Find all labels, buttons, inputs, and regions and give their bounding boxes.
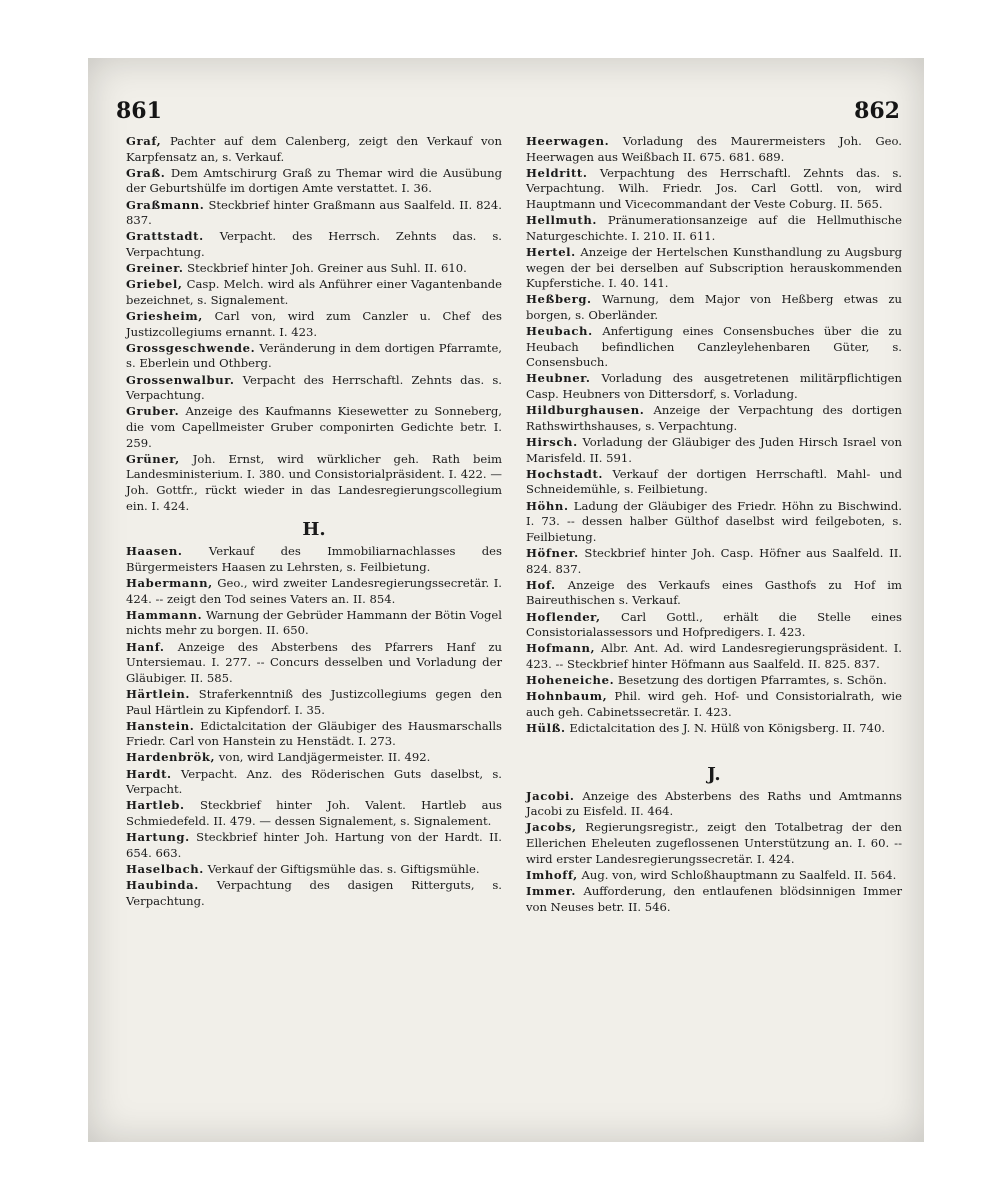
index-entry xyxy=(526,435,902,466)
entry-headword: Hofmann, xyxy=(526,641,596,656)
index-entry xyxy=(526,292,902,323)
index-entry xyxy=(126,452,502,514)
index-entry xyxy=(526,868,902,884)
section-heading-j: J. xyxy=(707,763,721,785)
entry-headword: Hammann. xyxy=(126,607,203,622)
entry-headword: Haasen. xyxy=(126,544,183,559)
entry-text: Besetzung des dortigen Pfarramtes, s. Schön. xyxy=(614,673,887,688)
entry-headword: Heerwagen. xyxy=(526,134,610,148)
entry-headword: Grüner, xyxy=(126,451,180,466)
entry-text: Anzeige des Absterbens des Raths und Amtmanns Jacobi zu Eisfeld. II. 464. xyxy=(526,788,902,819)
entry-text: Verpachtung des dasigen Ritterguts, s. Verpachtung. xyxy=(126,878,502,908)
index-entry xyxy=(126,229,502,260)
index-entry xyxy=(126,544,502,575)
entries-h-continued xyxy=(526,134,902,737)
entry-text: Steckbrief hinter Graßmann aus Saalfeld. II. 824. 837. xyxy=(126,197,502,228)
index-entry xyxy=(126,576,502,607)
entry-text: Warnung der Gebrüder Hammann der Bötin Vogel nichts mehr zu borgen. II. 650. xyxy=(126,607,502,638)
section-heading-h: H. xyxy=(302,519,326,541)
entry-headword: Hohnbaum, xyxy=(526,689,608,704)
left-column xyxy=(126,134,502,910)
index-entry xyxy=(126,750,502,766)
entry-headword: Höfner. xyxy=(526,545,579,560)
entry-headword: Heubach. xyxy=(526,324,593,339)
entry-headword: Greiner. xyxy=(126,261,184,276)
index-entry xyxy=(126,878,502,909)
index-entry xyxy=(126,134,502,165)
index-entry xyxy=(526,245,902,292)
index-entry xyxy=(526,371,902,402)
entry-text: Vorladung der Gläubiger des Juden Hirsch Israel von Marisfeld. II. 591. xyxy=(526,435,902,465)
entry-headword: Graf, xyxy=(126,134,162,148)
entry-text: Dem Amtschirurg Graß zu Themar wird die Ausübung der Geburtshülfe im dortigen Amte verstattet. I. 36. xyxy=(126,165,502,196)
entry-text: Ladung der Gläubiger des Friedr. Höhn zu Bischwind. I. 73. -- dessen halber Gülthof daselbst wird feilgeboten, s. Feilbietung. xyxy=(526,498,902,544)
index-entry xyxy=(526,721,902,737)
entry-headword: Hartung. xyxy=(126,830,190,845)
entry-headword: Haubinda. xyxy=(126,878,199,893)
entry-headword: Hardt. xyxy=(126,766,172,781)
entry-headword: Jacobs, xyxy=(526,820,577,835)
index-entry xyxy=(126,341,502,372)
entry-text: Warnung, dem Major von Heßberg etwas zu borgen, s. Oberländer. xyxy=(526,292,902,322)
index-entry xyxy=(526,324,902,371)
entry-headword: Griesheim, xyxy=(126,309,203,324)
entry-headword: Hanf. xyxy=(126,639,165,654)
entry-headword: Graß. xyxy=(126,165,166,180)
entry-headword: Hertel. xyxy=(526,244,576,259)
entry-text: Edictalcitation des J. N. Hülß von Königsberg. II. 740. xyxy=(565,721,886,736)
entry-headword: Hellmuth. xyxy=(526,213,598,228)
index-entry xyxy=(526,820,902,867)
entry-headword: Gruber. xyxy=(126,404,180,419)
index-entry xyxy=(126,261,502,277)
entry-headword: Hof. xyxy=(526,577,556,592)
entry-text: Joh. Ernst, wird würklicher geh. Rath beim Landesministerium. I. 380. und Consistorialpräsident. I. 422. — Joh. Gottfr., rückt wieder in das Landesregierungscollegium ein. I. 424. xyxy=(126,451,502,513)
entry-text: Albr. Ant. Ad. wird Landesregierungspräsident. I. 423. -- Steckbrief hinter Höfmann aus Saalfeld. II. 825. 837. xyxy=(526,641,902,671)
entry-text: Straferkenntniß des Justizcollegiums gegen den Paul Härtlein zu Kipfendorf. I. 35. xyxy=(126,686,502,717)
entry-text: Anzeige des Absterbens des Pfarrers Hanf zu Untersiemau. I. 277. -- Concurs desselben und Vorladung der Gläubiger. II. 585. xyxy=(126,639,502,685)
entry-headword: Hirsch. xyxy=(526,435,578,450)
entry-text: Edictalcitation der Gläubiger des Hausmarschalls Friedr. Carl von Hanstein zu Henstädt. I. 273. xyxy=(126,718,502,749)
entry-text: von, wird Landjägermeister. II. 492. xyxy=(215,750,431,765)
entry-headword: Hartleb. xyxy=(126,798,185,813)
entry-text: Steckbrief hinter Joh. Casp. Höfner aus Saalfeld. II. 824. 837. xyxy=(526,545,902,576)
entry-headword: Härtlein. xyxy=(126,686,190,701)
entry-text: Verpacht. des Herrsch. Zehnts das. s. Verpachtung. xyxy=(126,229,502,259)
index-entry xyxy=(526,403,902,434)
entry-text: Vorladung des Maurermeisters Joh. Geo. Heerwagen aus Weißbach II. 675. 681. 689. xyxy=(526,134,902,164)
index-entry xyxy=(126,830,502,861)
index-entry xyxy=(526,467,902,498)
index-entry xyxy=(526,884,902,915)
entry-text: Pachter auf dem Calenberg, zeigt den Verkauf von Karpfensatz an, s. Verkauf. xyxy=(126,134,502,164)
entry-headword: Hochstadt. xyxy=(526,466,604,481)
entry-headword: Imhoff, xyxy=(526,867,578,882)
entries-h xyxy=(126,544,502,909)
page-number-left: 861 xyxy=(116,98,162,124)
entry-text: Anzeige der Verpachtung des dortigen Rathswirthshauses, s. Verpachtung. xyxy=(526,403,902,433)
entry-text: Verpachtung des Herrschaftl. Zehnts das. s. Verpachtung. Wilh. Friedr. Jos. Carl Gottl. von, wird Hauptmann und Vicecommandant der Veste Coburg. II. 565. xyxy=(526,165,902,211)
entry-text: Steckbrief hinter Joh. Valent. Hartleb aus Schmiedefeld. II. 479. — dessen Signalement, s. Signalement. xyxy=(126,798,502,829)
index-entry xyxy=(526,610,902,641)
entry-headword: Grattstadt. xyxy=(126,229,204,244)
entry-text: Steckbrief hinter Joh. Hartung von der Hardt. II. 654. 663. xyxy=(126,830,502,860)
right-column xyxy=(526,134,902,916)
entry-text: Anzeige des Verkaufs eines Gasthofs zu Hof im Baireuthischen s. Verkauf. xyxy=(526,577,902,608)
entry-text: Aufforderung, den entlaufenen blödsinnigen Immer von Neuses betr. II. 546. xyxy=(526,884,902,914)
entry-text: Anzeige der Hertelschen Kunsthandlung zu Augsburg wegen der bei derselben auf Subscription herauskommenden Kupferstiche. I. 40. 141. xyxy=(526,244,902,291)
entry-text: Verkauf des Immobiliarnachlasses des Bürgermeisters Haasen zu Lehrsten, s. Feilbietung. xyxy=(126,544,502,574)
entry-headword: Grossenwalbur. xyxy=(126,372,235,387)
entry-text: Carl Gottl., erhält die Stelle eines Consistorialassessors und Hofpredigers. I. 423. xyxy=(526,609,902,640)
entry-text: Casp. Melch. wird als Anführer einer Vagantenbande bezeichnet, s. Signalement. xyxy=(126,277,502,307)
entry-text: Phil. wird geh. Hof- und Consistorialrath, wie auch geh. Cabinetssecretär. I. 423. xyxy=(526,689,902,719)
index-entry xyxy=(526,578,902,609)
scanned-page xyxy=(88,58,924,1142)
index-entry xyxy=(126,198,502,229)
entry-text: Veränderung in dem dortigen Pfarramte, s. Eberlein und Othberg. xyxy=(126,340,502,371)
index-entry xyxy=(526,673,902,689)
entry-headword: Hardenbrök, xyxy=(126,750,216,765)
entry-headword: Griebel, xyxy=(126,277,183,292)
entry-headword: Graßmann. xyxy=(126,197,205,212)
index-entry xyxy=(126,719,502,750)
entry-headword: Heßberg. xyxy=(526,292,592,307)
index-entry xyxy=(526,213,902,244)
index-entry xyxy=(126,798,502,829)
index-entry xyxy=(126,373,502,404)
entry-headword: Hülß. xyxy=(526,721,566,736)
index-entry xyxy=(126,767,502,798)
entry-headword: Hoflender, xyxy=(526,609,601,624)
index-entry xyxy=(126,309,502,340)
entry-text: Regierungsregistr., zeigt den Totalbetrag der den Ellerichen Eheleuten zugeflossenen Unterstützung an. I. 60. -- wird erster Landesregierungssecretär. I. 424. xyxy=(526,820,902,866)
entry-text: Geo., wird zweiter Landesregierungssecretär. I. 424. -- zeigt den Tod seines Vaters an. II. 854. xyxy=(126,575,502,606)
entry-headword: Habermann, xyxy=(126,575,213,590)
entry-headword: Jacobi. xyxy=(526,788,575,803)
entry-text: Verkauf der Giftigsmühle das. s. Giftigsmühle. xyxy=(203,862,480,876)
entry-text: Carl von, wird zum Canzler u. Chef des Justizcollegiums ernannt. I. 423. xyxy=(126,309,502,339)
entry-headword: Hoheneiche. xyxy=(526,673,615,688)
index-entry xyxy=(526,789,902,820)
index-entry xyxy=(126,687,502,718)
index-entry xyxy=(526,134,902,165)
entry-headword: Heldritt. xyxy=(526,165,588,180)
entry-text: Vorladung des ausgetretenen militärpflichtigen Casp. Heubners von Dittersdorf, s. Vorladung. xyxy=(526,371,902,402)
index-entry xyxy=(126,608,502,639)
entry-headword: Haselbach. xyxy=(126,862,204,876)
index-entry xyxy=(526,689,902,720)
entry-text: Aug. von, wird Schloßhauptmann zu Saalfeld. II. 564. xyxy=(577,867,897,882)
entries-j xyxy=(526,789,902,916)
entry-headword: Grossgeschwende. xyxy=(126,340,256,355)
index-entry xyxy=(526,166,902,213)
index-entry xyxy=(126,404,502,451)
page-number-right: 862 xyxy=(854,98,900,124)
index-entry xyxy=(126,862,502,878)
entry-headword: Heubner. xyxy=(526,371,591,386)
index-entry xyxy=(526,641,902,672)
entry-text: Verpacht. Anz. des Röderischen Guts daselbst, s. Verpacht. xyxy=(126,766,502,797)
index-entry xyxy=(526,499,902,546)
index-entry xyxy=(126,277,502,308)
entry-headword: Immer. xyxy=(526,884,577,898)
index-entry xyxy=(126,640,502,687)
index-entry xyxy=(526,546,902,577)
entry-headword: Hanstein. xyxy=(126,718,195,733)
index-entry xyxy=(126,166,502,197)
entry-text: Anfertigung eines Consensbuches über die zu Heubach befindlichen Canzleylehenbaren Güter, s. Consensbuch. xyxy=(526,324,902,370)
entry-text: Verpacht des Herrschaftl. Zehnts das. s. Verpachtung. xyxy=(126,372,502,403)
entry-text: Steckbrief hinter Joh. Greiner aus Suhl. II. 610. xyxy=(183,261,467,276)
entry-text: Verkauf der dortigen Herrschaftl. Mahl- und Schneidemühle, s. Feilbietung. xyxy=(526,466,902,497)
entry-headword: Hildburghausen. xyxy=(526,403,645,418)
entry-text: Anzeige des Kaufmanns Kiesewetter zu Sonneberg, die vom Capellmeister Gruber componirten Gedichte betr. I. 259. xyxy=(126,404,502,450)
entry-headword: Höhn. xyxy=(526,498,569,513)
entry-text: Pränumerationsanzeige auf die Hellmuthische Naturgeschichte. I. 210. II. 611. xyxy=(526,213,902,243)
entries-g xyxy=(126,134,502,514)
